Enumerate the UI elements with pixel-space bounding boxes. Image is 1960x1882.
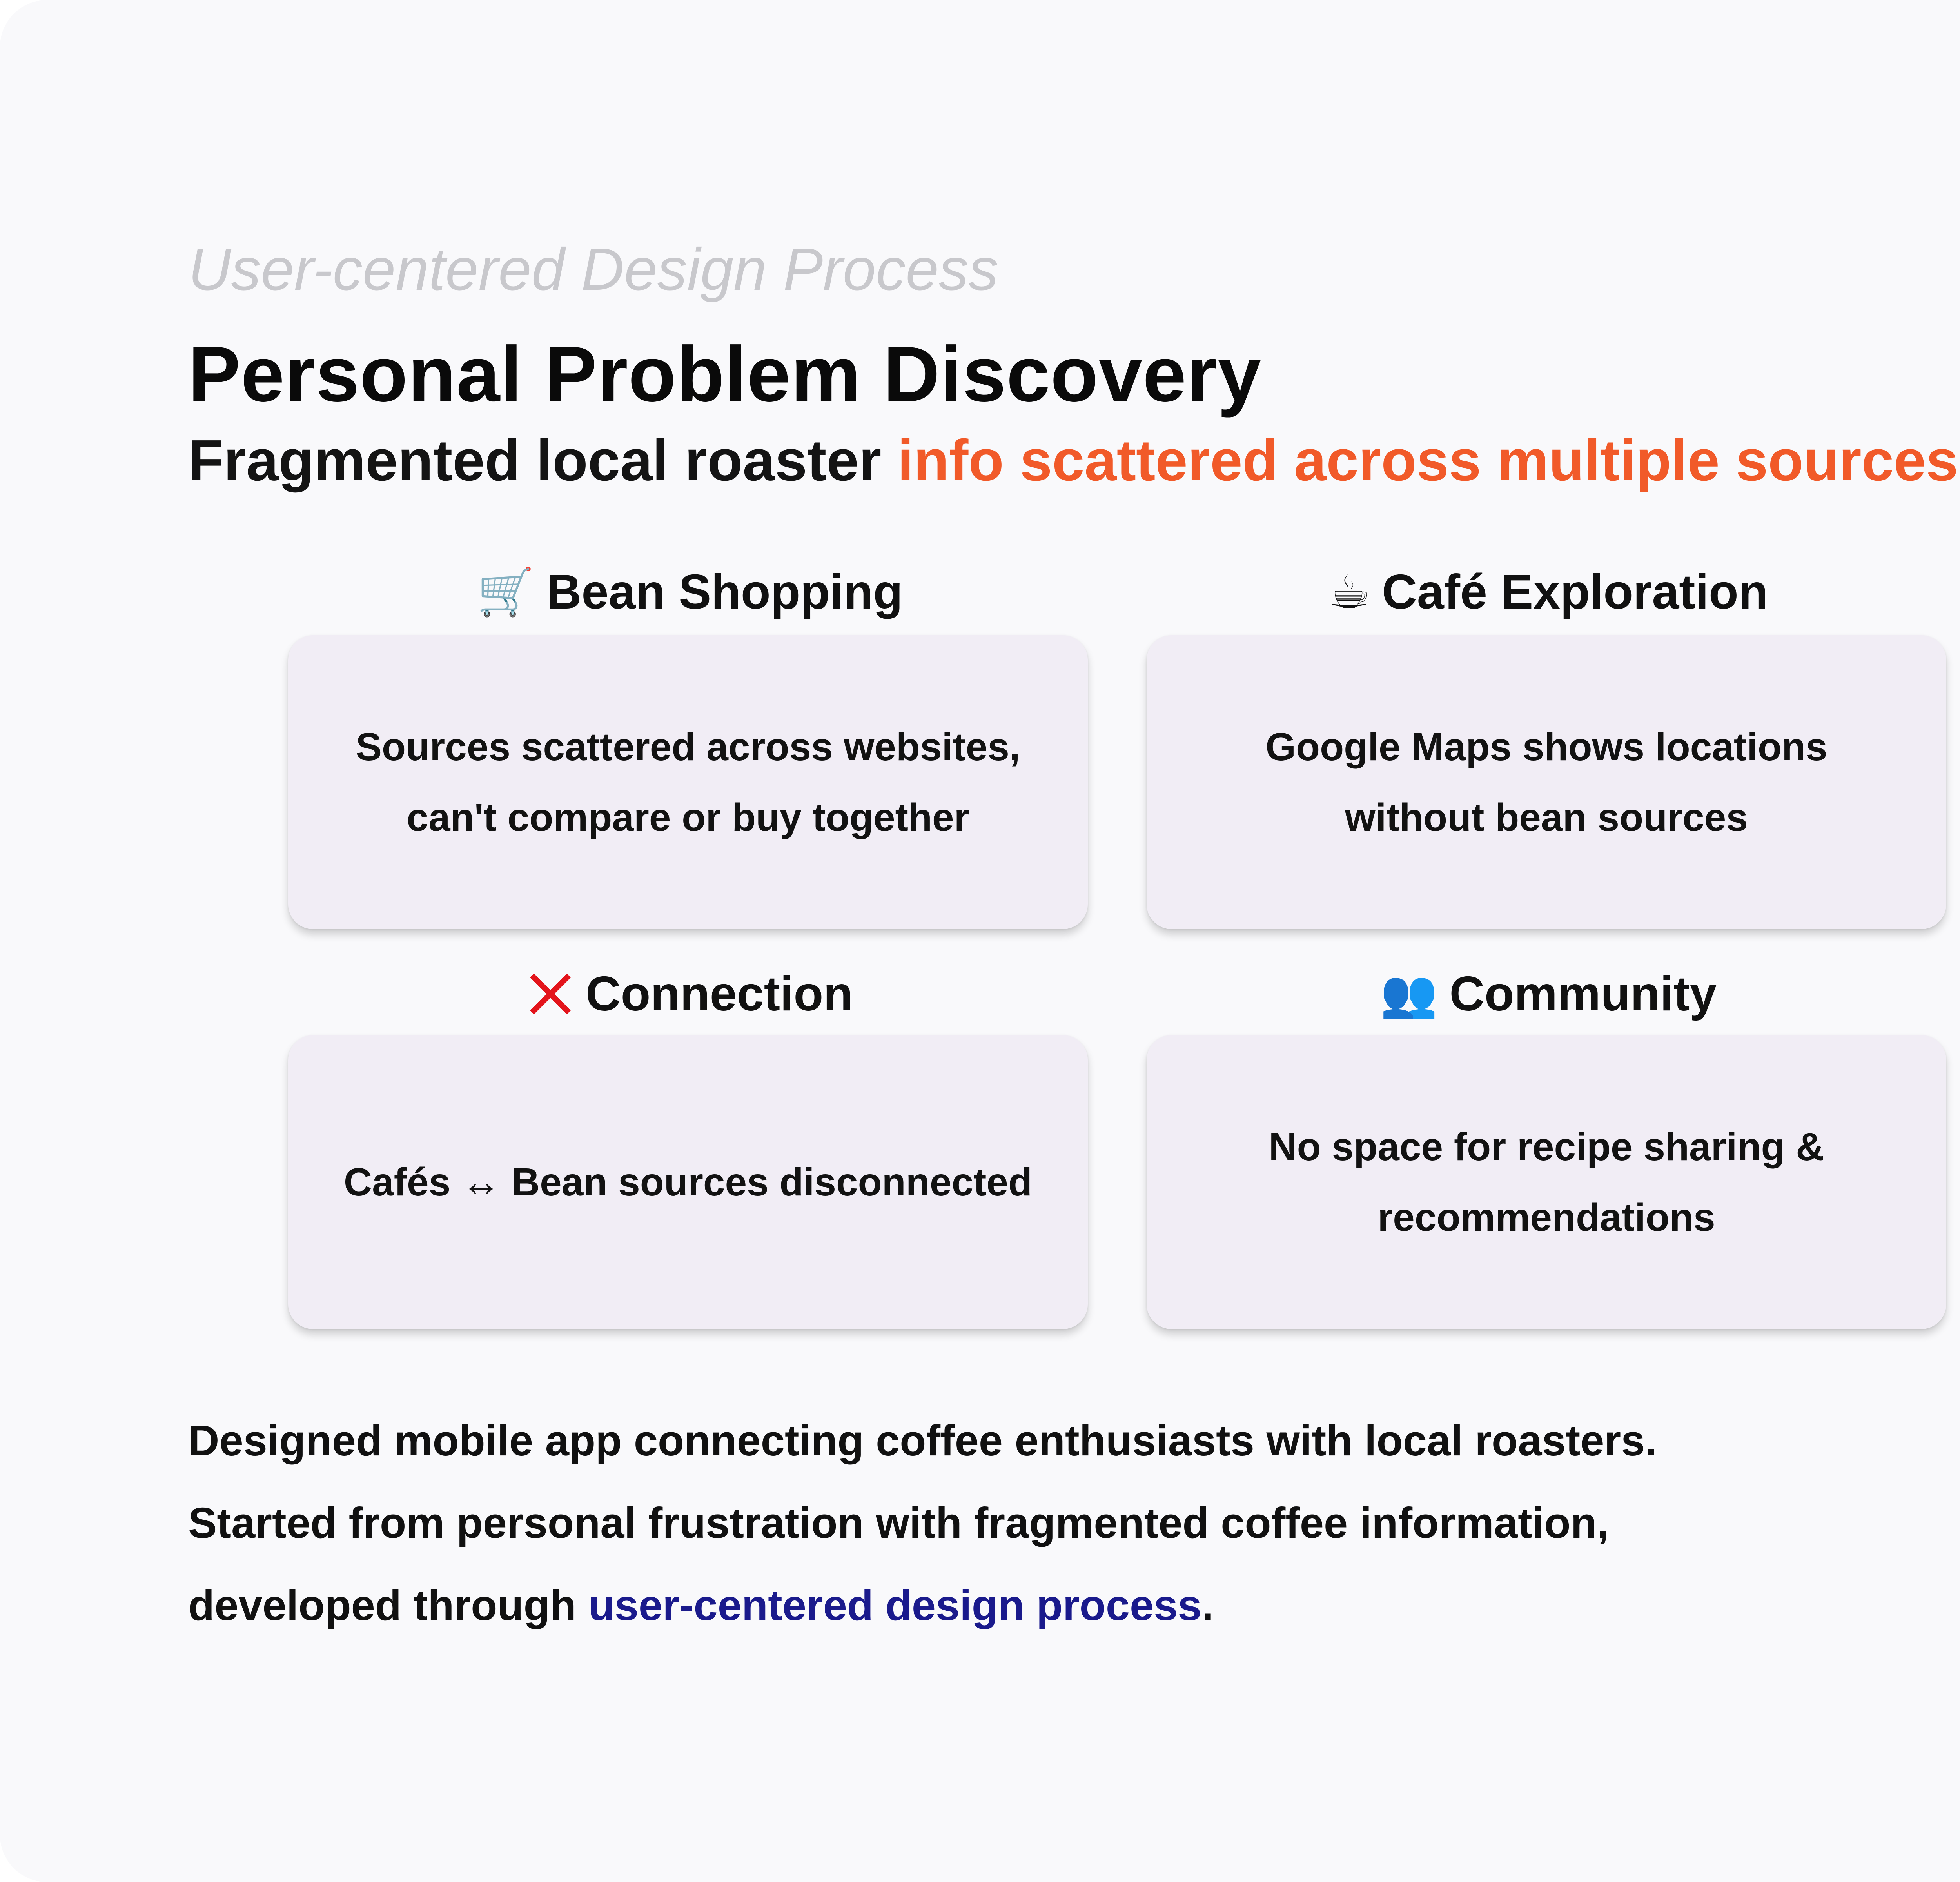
summary-line-2: Started from personal frustration with fragmented coffee information, [188, 1499, 1609, 1547]
summary-line-1: Designed mobile app connecting coffee enthusiasts with local roasters. [188, 1417, 1657, 1465]
card-line: Cafés ↔ Bean sources disconnected [343, 1160, 1033, 1204]
card-line: No space for recipe sharing & [1269, 1125, 1824, 1169]
card-text [1269, 1112, 1824, 1253]
card-text [344, 1147, 1032, 1217]
category-title-text: Connection [586, 967, 853, 1021]
shopping-cart-icon: 🛒 [477, 566, 535, 618]
category-title-cafe-exploration [1147, 553, 1950, 631]
category-title-text: Community [1449, 967, 1717, 1021]
coffee-cup-icon: ☕ [1328, 566, 1370, 618]
category-title-bean-shopping [288, 553, 1092, 631]
subtitle-highlight: info scattered across multiple sources [897, 428, 1958, 493]
subtitle-plain: Fragmented local roaster [188, 428, 898, 493]
card-line: without bean sources [1345, 796, 1748, 839]
summary-line-3 [188, 1564, 1657, 1647]
category-title-text: Bean Shopping [546, 565, 903, 619]
card-line: Sources scattered across websites, [356, 725, 1020, 769]
page-title: Personal Problem Discovery [188, 331, 1262, 418]
category-title-connection [288, 955, 1092, 1033]
summary-line-3-text: developed through [188, 1581, 588, 1629]
category-title-text: Café Exploration [1382, 565, 1768, 619]
card-text [1265, 712, 1828, 853]
card-cafe-exploration [1147, 635, 1946, 929]
summary-line-3-end: . [1201, 1581, 1214, 1629]
card-connection [288, 1035, 1088, 1329]
card-text [356, 712, 1020, 853]
card-community [1147, 1035, 1946, 1329]
category-title-community [1147, 955, 1950, 1033]
eyebrow-label: User-centered Design Process [188, 236, 998, 303]
card-line: can't compare or buy together [407, 796, 969, 839]
people-icon: 👥 [1380, 968, 1438, 1020]
card-bean-shopping [288, 635, 1088, 929]
page-subtitle [188, 427, 1958, 494]
card-line: recommendations [1377, 1195, 1715, 1239]
ucd-process-link[interactable]: user-centered design process [588, 1581, 1202, 1629]
card-line: Google Maps shows locations [1265, 725, 1828, 769]
summary-paragraph [188, 1400, 1657, 1647]
red-x-icon [527, 970, 574, 1017]
